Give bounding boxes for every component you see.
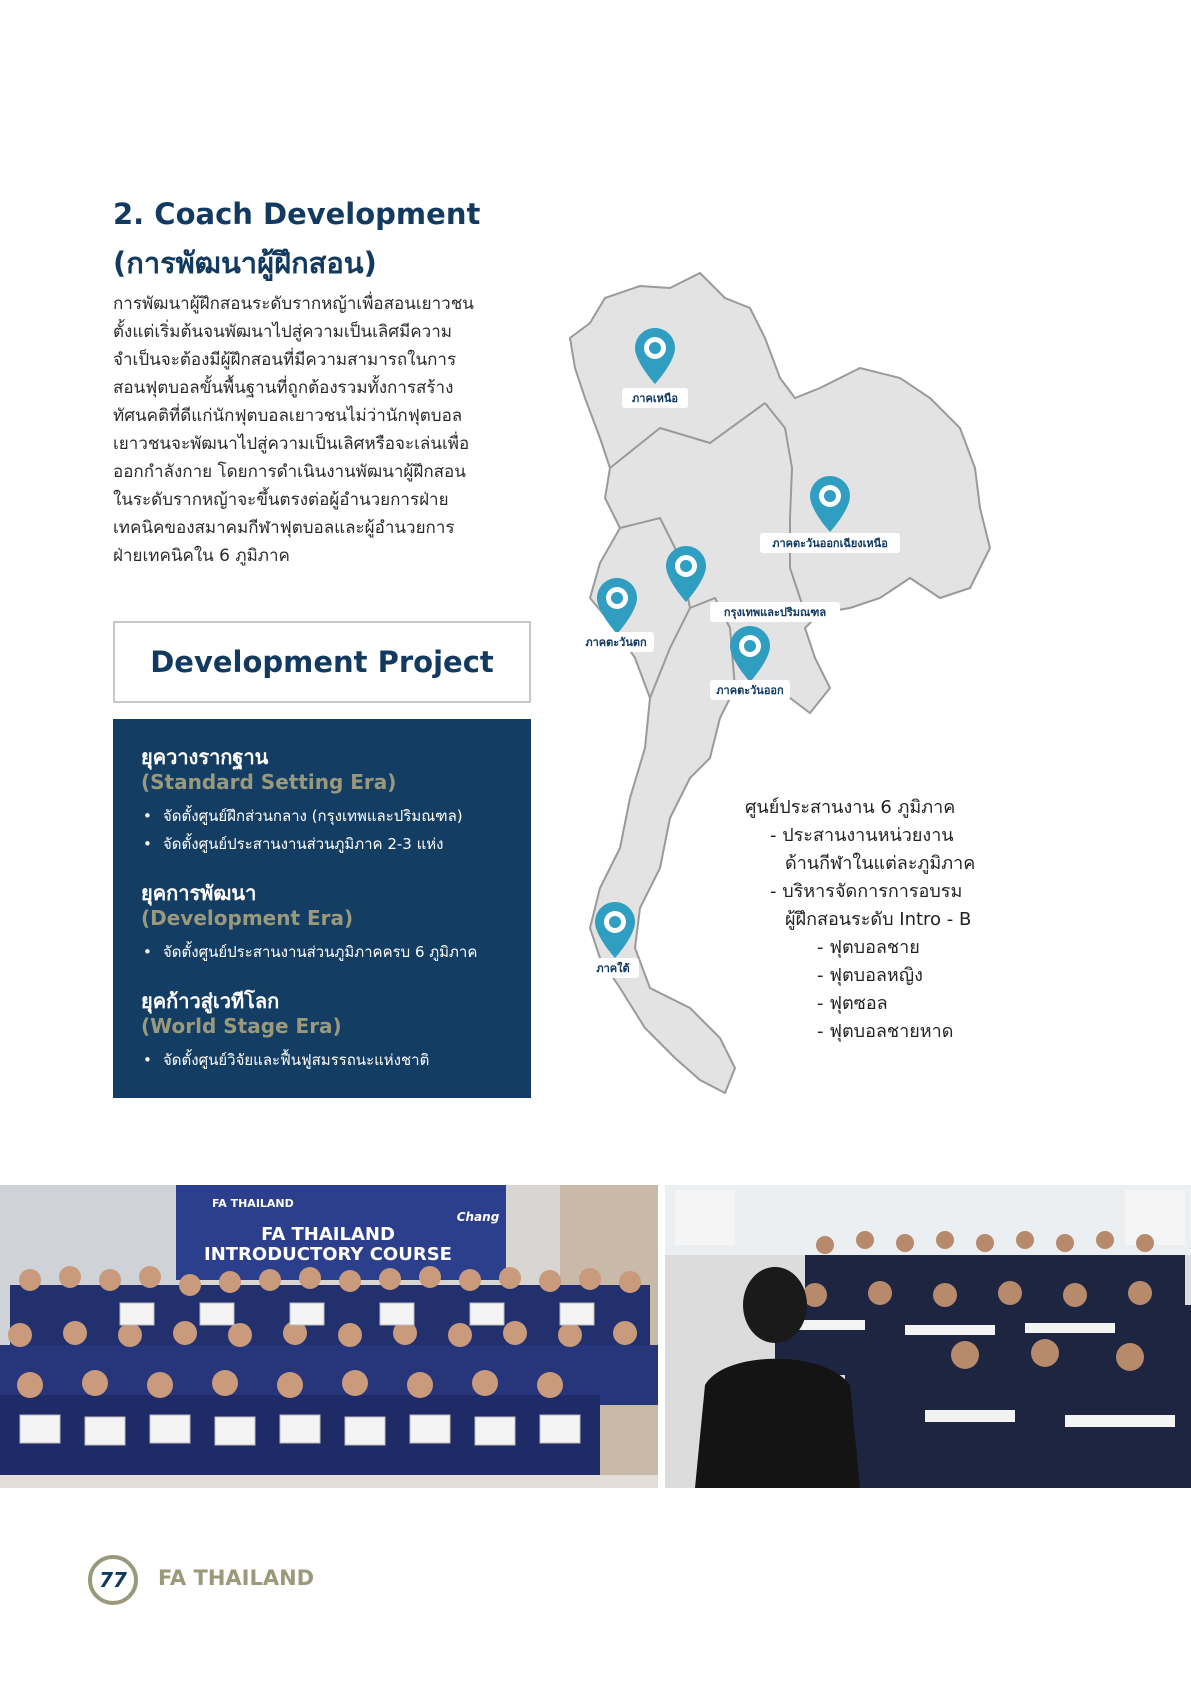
- classroom-photo-image: [665, 1185, 1191, 1488]
- era-title-en: (Development Era): [141, 906, 354, 930]
- intro-line: เทคนิคของสมาคมกีฬาฟุตบอลและผู้อำนวยการ: [113, 518, 455, 538]
- era-title-th: ยุคการพัฒนา: [141, 881, 257, 905]
- page-number: 77: [99, 1568, 127, 1592]
- era-bullet: • จัดตั้งศูนย์วิจัยและฟื้นฟูสมรรถนะแห่งชาติ: [141, 1046, 429, 1074]
- era-title-th: ยุคก้าวสู่เวทีโลก: [141, 989, 280, 1013]
- region-label-north: ภาคเหนือ: [632, 392, 678, 405]
- intro-line: จำเป็นจะต้องมีผู้ฝึกสอนที่มีความสามารถในการ: [113, 350, 457, 370]
- era-bullet-list: [141, 938, 477, 966]
- coordination-item: - ประสานงานหน่วยงาน: [770, 825, 954, 846]
- intro-line: เยาวชนจะพัฒนาไปสู่ความเป็นเลิศหรือจะเล่นเพื่อ: [113, 434, 470, 454]
- coordination-item: - บริหารจัดการการอบรม: [770, 881, 963, 902]
- banner-title-1: FA THAILAND: [261, 1224, 395, 1245]
- intro-line: ทัศนคติที่ดีแก่นักฟุตบอลเยาวชนไม่ว่านักฟุตบอล: [113, 406, 463, 426]
- era-bullet: • จัดตั้งศูนย์ประสานงานส่วนภูมิภาค 2-3 แห่ง: [141, 830, 463, 858]
- banner-sponsor: Chang: [456, 1210, 500, 1224]
- intro-line: ฝ่ายเทคนิคใน 6 ภูมิภาค: [113, 546, 290, 566]
- banner-title-2: INTRODUCTORY COURSE: [204, 1244, 452, 1265]
- era-bullet-list: [141, 1046, 429, 1074]
- page-number-badge: [88, 1555, 138, 1605]
- region-label-central: กรุงเทพและปริมณฑล: [723, 606, 827, 619]
- development-project-header: [113, 621, 531, 703]
- page-title: 2. Coach Development: [113, 197, 481, 231]
- region-label-south: ภาคใต้: [596, 962, 630, 975]
- coordination-item: ผู้ฝึกสอนระดับ Intro - B: [785, 909, 972, 930]
- era-development: [141, 877, 477, 966]
- intro-line: สอนฟุตบอลขั้นพื้นฐานที่ถูกต้องรวมทั้งการสร้าง: [113, 378, 454, 398]
- coordination-subitem: - ฟุตบอลหญิง: [817, 965, 923, 986]
- era-bullet: • จัดตั้งศูนย์ฝึกส่วนกลาง (กรุงเทพและปริมณฑล): [141, 802, 463, 830]
- intro-paragraph: [113, 290, 533, 570]
- coordination-heading: ศูนย์ประสานงาน 6 ภูมิภาค: [745, 797, 956, 818]
- page-subtitle: (การพัฒนาผู้ฝึกสอน): [113, 246, 377, 280]
- coordination-center-text: [745, 794, 975, 1046]
- coordination-subitem: - ฟุตซอล: [817, 993, 888, 1014]
- intro-line: ออกกำลังกาย โดยการดำเนินงานพัฒนาผู้ฝึกสอน: [113, 462, 466, 482]
- footer-brand: FA THAILAND: [158, 1566, 315, 1590]
- era-title-en: (World Stage Era): [141, 1014, 342, 1038]
- era-bullet: • จัดตั้งศูนย์ประสานงานส่วนภูมิภาคครบ 6 ภูมิภาค: [141, 938, 477, 966]
- region-label-northeast: ภาคตะวันออกเฉียงเหนือ: [772, 537, 888, 550]
- group-photo: [0, 1185, 658, 1488]
- region-label-east: ภาคตะวันออก: [716, 684, 784, 697]
- intro-line: ในระดับรากหญ้าจะขึ้นตรงต่อผู้อำนวยการฝ่าย: [113, 490, 449, 510]
- classroom-photo: [665, 1185, 1191, 1488]
- region-label-west: ภาคตะวันตก: [585, 636, 647, 649]
- era-title-en: (Standard Setting Era): [141, 770, 397, 794]
- era-standard-setting: [141, 741, 463, 858]
- intro-line: การพัฒนาผู้ฝึกสอนระดับรากหญ้าเพื่อสอนเยาวชน: [113, 294, 474, 314]
- coordination-item: ด้านกีฬาในแต่ละภูมิภาค: [785, 853, 976, 874]
- development-project-title: Development Project: [150, 645, 494, 679]
- era-bullet-list: [141, 802, 463, 858]
- banner-brand: FA THAILAND: [212, 1197, 294, 1210]
- eras-panel: [113, 719, 531, 1098]
- era-title-th: ยุควางรากฐาน: [141, 745, 269, 769]
- group-photo-image: [0, 1185, 658, 1488]
- era-world-stage: [141, 985, 429, 1074]
- intro-line: ตั้งแต่เริ่มต้นจนพัฒนาไปสู่ความเป็นเลิศมีความ: [113, 322, 452, 342]
- coordination-subitem: - ฟุตบอลชาย: [817, 937, 920, 958]
- coordination-subitem: - ฟุตบอลชายหาด: [817, 1021, 954, 1042]
